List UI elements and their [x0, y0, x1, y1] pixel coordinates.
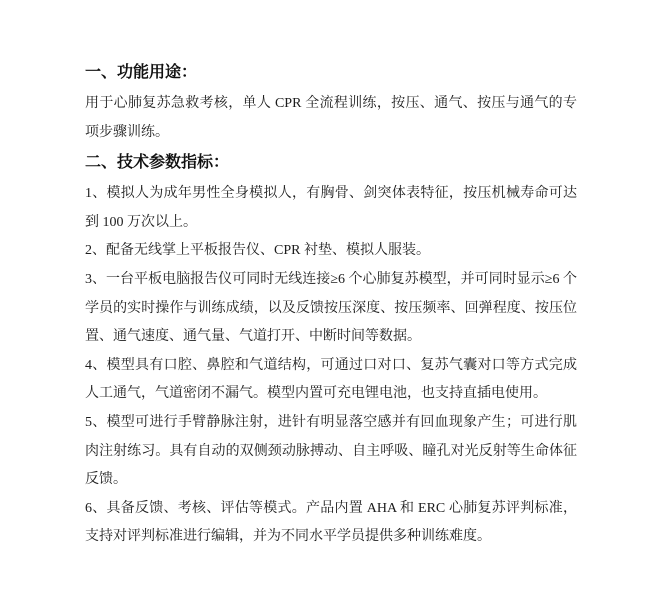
section-heading-function-use: 一、功能用途：: [85, 64, 198, 81]
spec-item-5: 5、模型可进行手臂静脉注射，进针有明显落空感并有回血现象产生；可进行肌肉注射练习。具有自动的双侧颈动脉搏动、自主呼吸、瞳孔对光反射等生命体征反馈。: [85, 414, 577, 488]
intro-paragraph: 用于心肺复苏急救考核，单人 CPR 全流程训练，按压、通气、按压与通气的专项步骤训练。: [85, 96, 577, 140]
spec-item-4: 4、模型具有口腔、鼻腔和气道结构，可通过口对口、复苏气囊对口等方式完成人工通气，气道密闭不漏气。模型内置可充电锂电池，也支持直插电使用。: [85, 357, 577, 402]
spec-item-3: 3、一台平板电脑报告仪可同时无线连接≥6 个心肺复苏模型，并可同时显示≥6 个学员的实时操作与训练成绩，以及反馈按压深度、按压频率、回弹程度、按压位置、通气速度、通气量、气道打开、中断时间等数据。: [85, 271, 577, 345]
document-body: [85, 61, 577, 552]
spec-item-1: 1、模拟人为成年男性全身模拟人，有胸骨、剑突体表特征，按压机械寿命可达到 100 万次以上。: [85, 186, 577, 230]
spec-item-6: 6、具备反馈、考核、评估等模式。产品内置 AHA 和 ERC 心肺复苏评判标准，支持对评判标准进行编辑，并为不同水平学员提供多种训练难度。: [85, 500, 577, 545]
spec-item-2: 2、配备无线掌上平板报告仪、CPR 衬垫、模拟人服装。: [85, 243, 430, 259]
section-heading-technical-specs: 二、技术参数指标：: [85, 154, 230, 172]
